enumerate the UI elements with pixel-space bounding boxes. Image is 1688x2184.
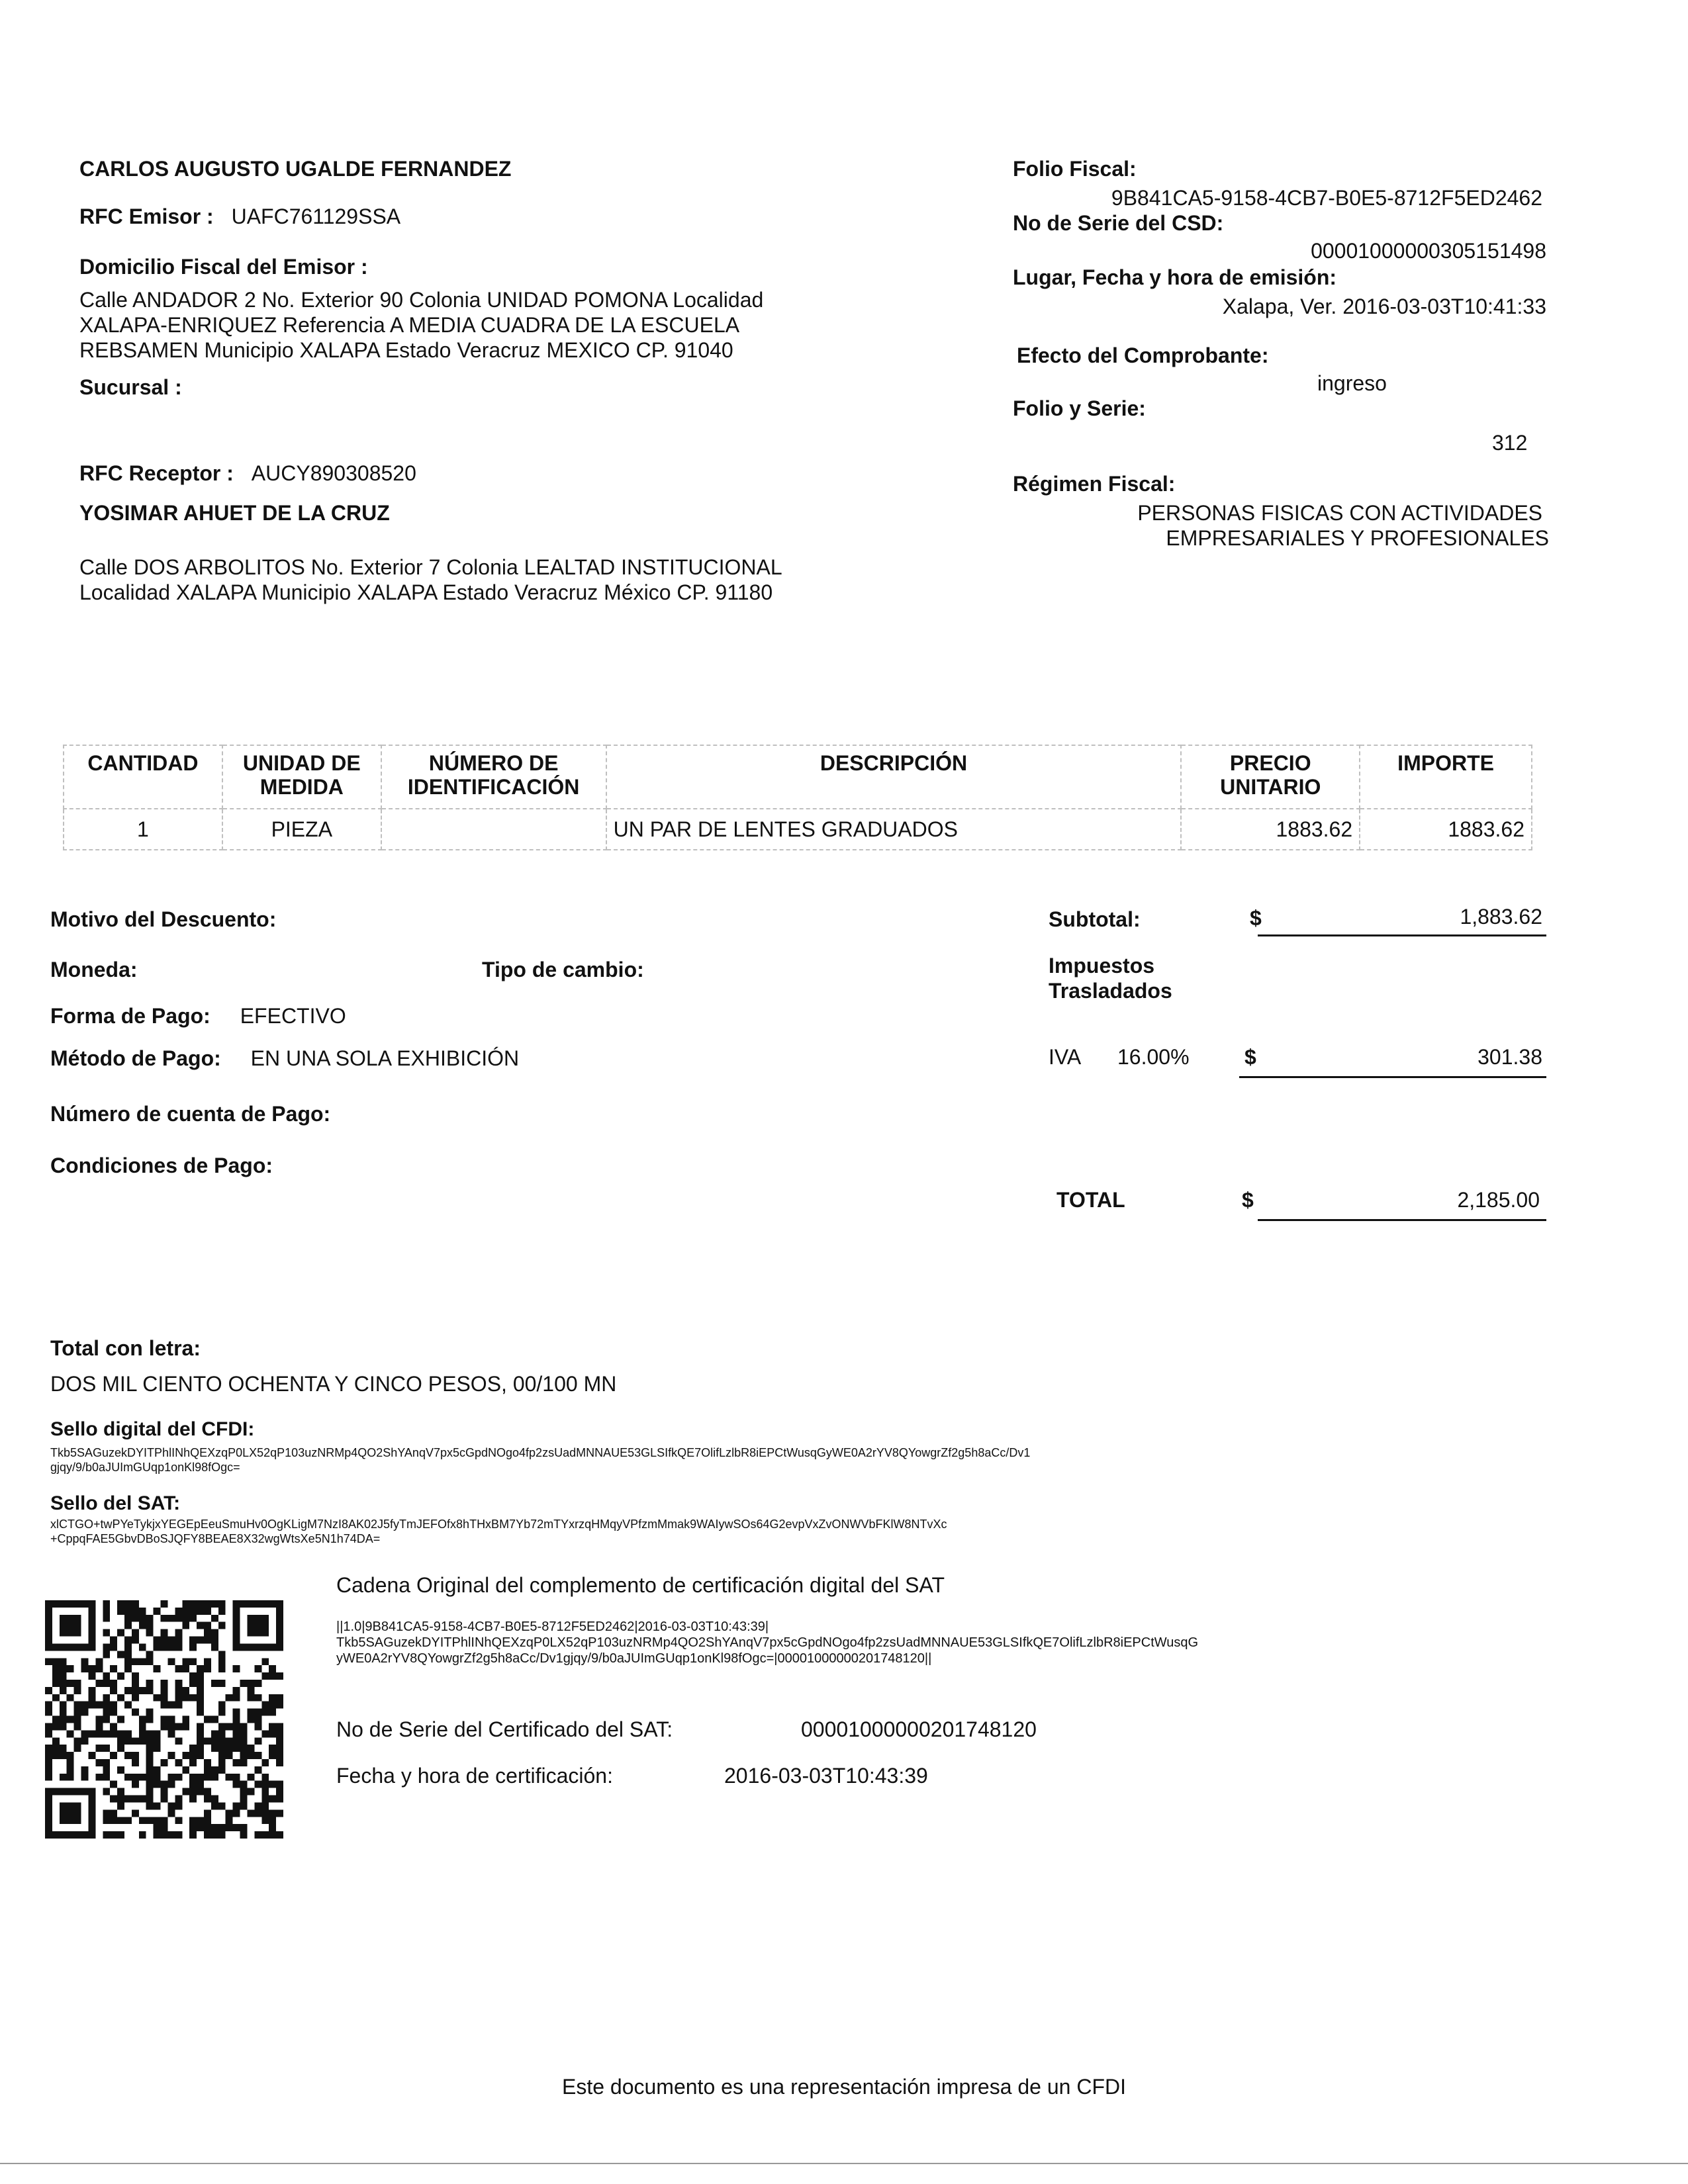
condiciones-pago-label: Condiciones de Pago:: [50, 1154, 273, 1177]
tipo-cambio-label: Tipo de cambio:: [482, 958, 644, 981]
total-letra-value: DOS MIL CIENTO OCHENTA Y CINCO PESOS, 00/100 MN: [50, 1372, 617, 1396]
emisor-domicilio-label: Domicilio Fiscal del Emisor :: [79, 255, 368, 279]
metodo-pago-value: EN UNA SOLA EXHIBICIÓN: [250, 1046, 520, 1070]
cell-importe: 1883.62: [1360, 809, 1532, 850]
serie-csd-label: No de Serie del CSD:: [1013, 211, 1224, 235]
total-letra-label: Total con letra:: [50, 1336, 201, 1360]
table-row: [64, 809, 1532, 850]
iva-underline: [1239, 1076, 1546, 1078]
iva-rate: 16.00%: [1117, 1045, 1190, 1069]
footer-note: Este documento es una representación impresa de un CFDI: [561, 2075, 1126, 2099]
header-descripcion: DESCRIPCIÓN: [606, 745, 1182, 809]
cell-cantidad: 1: [64, 809, 222, 850]
regimen-line-1: PERSONAS FISICAS CON ACTIVIDADES: [1137, 501, 1542, 525]
forma-pago-row: [50, 1003, 346, 1028]
header-importe: IMPORTE: [1360, 745, 1532, 809]
receptor-domicilio: Calle DOS ARBOLITOS No. Exterior 7 Colonia LEALTAD INSTITUCIONAL Localidad XALAPA Municipio XALAPA Estado Veracruz México CP. 91180: [79, 555, 782, 604]
total-value: 2,185.00: [1457, 1188, 1540, 1212]
bottom-divider: [0, 2163, 1688, 2164]
folio-serie-label: Folio y Serie:: [1013, 396, 1146, 420]
moneda-label: Moneda:: [50, 958, 138, 981]
lugar-fecha: Xalapa, Ver. 2016-03-03T10:41:33: [1222, 295, 1546, 318]
cadena-original-label: Cadena Original del complemento de certificación digital del SAT: [336, 1573, 945, 1597]
receptor-name: YOSIMAR AHUET DE LA CRUZ: [79, 501, 390, 525]
cell-unidad: PIEZA: [222, 809, 381, 850]
total-currency: $: [1242, 1188, 1254, 1212]
subtotal-value: 1,883.62: [1460, 905, 1542, 929]
total-label: TOTAL: [1056, 1188, 1125, 1212]
serie-sat-label: No de Serie del Certificado del SAT:: [336, 1717, 673, 1741]
subtotal-underline: [1258, 934, 1546, 936]
header-precio: PRECIO UNITARIO: [1181, 745, 1360, 809]
serie-sat-value: 00001000000201748120: [801, 1717, 1037, 1741]
motivo-descuento-label: Motivo del Descuento:: [50, 907, 277, 931]
sello-cfdi-label: Sello digital del CFDI:: [50, 1418, 255, 1440]
impuestos-label: Impuestos Trasladados: [1049, 954, 1172, 1003]
metodo-pago-row: [50, 1046, 519, 1071]
table-header-row: [64, 745, 1532, 809]
regimen-line-2: EMPRESARIALES Y PROFESIONALES: [1166, 526, 1549, 550]
emisor-name: CARLOS AUGUSTO UGALDE FERNANDEZ: [79, 157, 512, 181]
efecto-label: Efecto del Comprobante:: [1017, 343, 1269, 367]
cell-numero: [381, 809, 606, 850]
header-numero: NÚMERO DE IDENTIFICACIÓN: [381, 745, 606, 809]
qr-code-icon: [45, 1600, 283, 1839]
total-underline: [1258, 1219, 1546, 1221]
cell-precio: 1883.62: [1181, 809, 1360, 850]
emisor-domicilio: Calle ANDADOR 2 No. Exterior 90 Colonia UNIDAD POMONA Localidad XALAPA-ENRIQUEZ Referencia A MEDIA CUADRA DE LA ESCUELA REBSAMEN Municipio XALAPA Estado Veracruz MEXICO CP. 91040: [79, 288, 764, 362]
header-cantidad: CANTIDAD: [64, 745, 222, 809]
iva-label: IVA: [1049, 1045, 1082, 1069]
sello-sat-label: Sello del SAT:: [50, 1492, 181, 1514]
serie-csd: 00001000000305151498: [1311, 239, 1546, 263]
lugar-label: Lugar, Fecha y hora de emisión:: [1013, 265, 1337, 289]
emisor-sucursal-label: Sucursal :: [79, 375, 182, 399]
efecto-value: ingreso: [1317, 371, 1387, 395]
items-table: [63, 745, 1532, 850]
emisor-rfc: UAFC761129SSA: [231, 205, 401, 228]
folio-fiscal-label: Folio Fiscal:: [1013, 157, 1137, 181]
fecha-cert-label: Fecha y hora de certificación:: [336, 1764, 613, 1788]
forma-pago-label: Forma de Pago:: [50, 1004, 211, 1028]
receptor-rfc-label: RFC Receptor :: [79, 461, 234, 485]
cuenta-pago-label: Número de cuenta de Pago:: [50, 1102, 331, 1126]
folio-serie-value: 312: [1492, 431, 1528, 455]
emisor-rfc-row: [79, 204, 400, 229]
iva-currency: $: [1244, 1045, 1256, 1069]
receptor-rfc: AUCY890308520: [251, 461, 416, 485]
folio-fiscal: 9B841CA5-9158-4CB7-B0E5-8712F5ED2462: [1111, 186, 1542, 210]
iva-value: 301.38: [1477, 1045, 1542, 1069]
fecha-cert-value: 2016-03-03T10:43:39: [724, 1764, 928, 1788]
cadena-original-value: ||1.0|9B841CA5-9158-4CB7-B0E5-8712F5ED2462|2016-03-03T10:43:39| Tkb5SAGuzekDYITPhlINhQEXzqP0LX52qP103uzNRMp4QO2ShYAnqV7px5cGpdNOgo4fp2zsUadMNNAUE53GLSIfkQE7OlifLzlbR8iEPCtWusqG yWE0A2rYV8QYowgrZf2g5h8aCc/Dv1gjqy/9/b0aJUImGUqp1onKl98fOgc=|00001000000201748120||: [336, 1619, 1199, 1666]
cell-descripcion: UN PAR DE LENTES GRADUADOS: [606, 809, 1182, 850]
metodo-pago-label: Método de Pago:: [50, 1046, 221, 1070]
receptor-rfc-row: [79, 461, 416, 486]
regimen-label: Régimen Fiscal:: [1013, 472, 1176, 496]
subtotal-currency: $: [1250, 906, 1262, 930]
sello-sat-value: xlCTGO+twPYeTykjxYEGEpEeuSmuHv0OgKLigM7NzI8AK02J5fyTmJEFOfx8hTHxBM7Yb72mTYxrzqHMqyVPfzmMmak9WAIywSOs64G2evpVxZvONWVbFKlW8NTvXc +CppqFAE5GbvDBoSJQFY8BEAE8X32wgWtsXe5N1h74DA=: [50, 1518, 947, 1545]
subtotal-label: Subtotal:: [1049, 907, 1141, 931]
sello-cfdi-value: Tkb5SAGuzekDYITPhlINhQEXzqP0LX52qP103uzNRMp4QO2ShYAnqV7px5cGpdNOgo4fp2zsUadMNNAUE53GLSIfkQE7OlifLzlbR8iEPCtWusqGyWE0A2rYV8QYowgrZf2g5h8aCc/Dv1 gjqy/9/b0aJUImGUqp1onKl98fOgc=: [50, 1446, 1031, 1474]
emisor-rfc-label: RFC Emisor :: [79, 205, 214, 228]
forma-pago-value: EFECTIVO: [240, 1004, 346, 1028]
header-unidad: UNIDAD DE MEDIDA: [222, 745, 381, 809]
